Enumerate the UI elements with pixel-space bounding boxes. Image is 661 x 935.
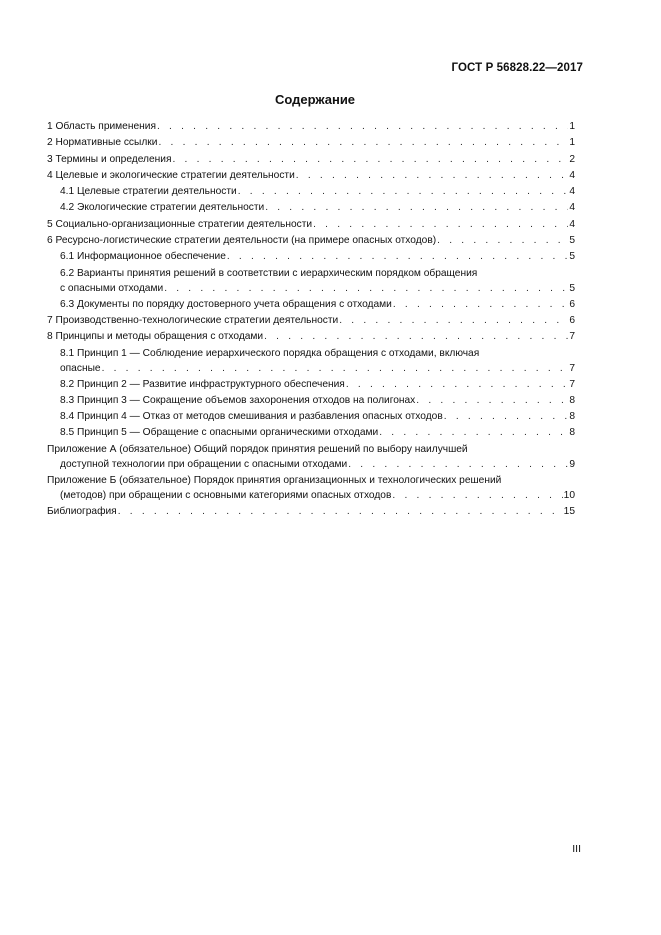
toc-entry-text: 8.1 Принцип 1 — Соблюдение иерархического порядка обращения с отходами, включая: [60, 347, 480, 359]
toc-entry[interactable]: [47, 152, 575, 168]
toc-page-number: 4: [569, 218, 575, 230]
toc-subentry[interactable]: [47, 409, 575, 425]
toc-entry-text: 7 Производственно-технологические стратегии деятельности: [47, 314, 339, 326]
leader-dots: [265, 200, 568, 216]
toc-entry-text: 1 Область применения: [47, 121, 156, 132]
page-number: III: [572, 843, 581, 855]
toc-entry-text-line2: (методов) при обращении с основными категориями опасных отходов: [60, 489, 392, 501]
toc-page-number: 15: [563, 505, 575, 517]
leader-dots: [392, 488, 562, 504]
toc-page-number: 8: [569, 427, 575, 439]
toc-subentry[interactable]: [47, 346, 575, 377]
leader-dots: [393, 297, 568, 313]
leader-dots: [437, 233, 568, 249]
toc-entry[interactable]: [47, 119, 575, 135]
leader-dots: [172, 152, 568, 168]
leader-dots: [227, 249, 568, 265]
toc-entry-text-line2: доступной технологии при обращении с опасными отходами: [60, 458, 348, 470]
toc-entry-text: 8 Принципы и методы обращения с отходами: [47, 331, 264, 343]
toc-entry-text: 6.2 Варианты принятия решений в соответствии с иерархическим порядком обращения: [60, 267, 478, 279]
toc-entry-continuation: [60, 281, 575, 297]
toc-entry-text-line2: опасные: [60, 362, 101, 374]
toc-page-number: 5: [569, 282, 575, 294]
toc-subentry[interactable]: [47, 297, 575, 313]
toc-entry-text: 5 Социально-организационные стратегии деятельности: [47, 218, 313, 230]
toc-title: Содержание: [274, 92, 356, 107]
table-of-contents: [47, 119, 575, 520]
leader-dots: [296, 168, 569, 184]
toc-entry-text: 4.1 Целевые стратегии деятельности: [60, 186, 237, 198]
toc-entry-bibliography[interactable]: [47, 504, 575, 520]
toc-entry-text: 3 Термины и определения: [47, 153, 172, 165]
toc-entry-text: 8.3 Принцип 3 — Сокращение объемов захоронения отходов на полигонах: [60, 394, 416, 406]
leader-dots: [339, 313, 568, 329]
toc-page-number: 4: [569, 169, 575, 181]
toc-entry-continuation: [60, 361, 575, 377]
toc-entry-text: Приложение А (обязательное) Общий порядок принятия решений по выбору наилучшей: [47, 443, 468, 455]
toc-subentry[interactable]: [47, 249, 575, 265]
toc-entry-text: 4 Целевые и экологические стратегии деятельности: [47, 169, 295, 181]
toc-page-number: 9: [569, 458, 575, 470]
toc-entry-text: Библиография: [47, 505, 117, 517]
toc-entry[interactable]: [47, 313, 575, 329]
toc-page-number: 8: [569, 394, 575, 406]
toc-subentry[interactable]: [47, 200, 575, 216]
toc-entry-text: 8.2 Принцип 2 — Развитие инфраструктурного обеспечения: [60, 378, 345, 390]
leader-dots: [346, 377, 569, 393]
toc-page-number: 6: [569, 298, 575, 310]
leader-dots: [118, 504, 563, 520]
toc-page-number: 10: [563, 489, 575, 501]
toc-entry-text: 8.4 Принцип 4 — Отказ от методов смешивания и разбавления опасных отходов: [60, 411, 443, 423]
leader-dots: [313, 217, 568, 233]
document-code: ГОСТ Р 56828.22—2017: [451, 62, 583, 74]
leader-dots: [158, 135, 568, 151]
toc-entry[interactable]: [47, 217, 575, 233]
leader-dots: [379, 425, 568, 441]
toc-subentry[interactable]: [47, 266, 575, 297]
leader-dots: [264, 329, 568, 345]
toc-entry-text: 8.5 Принцип 5 — Обращение с опасными органическими отходами: [60, 427, 379, 439]
leader-dots: [157, 119, 568, 135]
toc-entry[interactable]: [47, 233, 575, 249]
toc-entry-text: Приложение Б (обязательное) Порядок принятия организационных и технологических решений: [47, 474, 502, 486]
toc-entry-text: 2 Нормативные ссылки: [47, 137, 158, 149]
leader-dots: [416, 393, 568, 409]
toc-page-number: 7: [569, 378, 575, 390]
toc-entry[interactable]: [47, 135, 575, 151]
toc-entry-appendix-b[interactable]: [47, 473, 575, 504]
toc-subentry[interactable]: [47, 377, 575, 393]
toc-entry-text: 6.3 Документы по порядку достоверного учета обращения с отходами: [60, 298, 392, 310]
toc-entry-continuation: [47, 457, 575, 473]
leader-dots: [348, 457, 568, 473]
toc-page-number: 7: [569, 331, 575, 343]
toc-entry-appendix-a[interactable]: [47, 442, 575, 473]
leader-dots: [238, 184, 569, 200]
toc-page-number: 4: [569, 202, 575, 214]
toc-entry-text: 6.1 Информационное обеспечение: [60, 251, 226, 263]
toc-page-number: 1: [569, 137, 575, 149]
toc-entry-continuation: [47, 488, 575, 504]
toc-entry-text-line2: с опасными отходами: [60, 282, 164, 294]
leader-dots: [102, 361, 569, 377]
toc-subentry[interactable]: [47, 184, 575, 200]
toc-subentry[interactable]: [47, 425, 575, 441]
toc-entry[interactable]: [47, 168, 575, 184]
toc-entry-text: 6 Ресурсно-логистические стратегии деятельности (на примере опасных отходов): [47, 235, 437, 247]
toc-entry-text: 4.2 Экологические стратегии деятельности: [60, 202, 265, 214]
toc-page-number: 4: [569, 186, 575, 198]
toc-page-number: 7: [569, 362, 575, 374]
toc-page-number: 5: [569, 235, 575, 247]
leader-dots: [164, 281, 568, 297]
toc-page-number: 1: [569, 121, 575, 132]
toc-entry[interactable]: [47, 329, 575, 345]
toc-page-number: 8: [569, 411, 575, 423]
toc-subentry[interactable]: [47, 393, 575, 409]
leader-dots: [444, 409, 569, 425]
toc-page-number: 2: [569, 153, 575, 165]
toc-page-number: 6: [569, 314, 575, 326]
toc-page-number: 5: [569, 251, 575, 263]
